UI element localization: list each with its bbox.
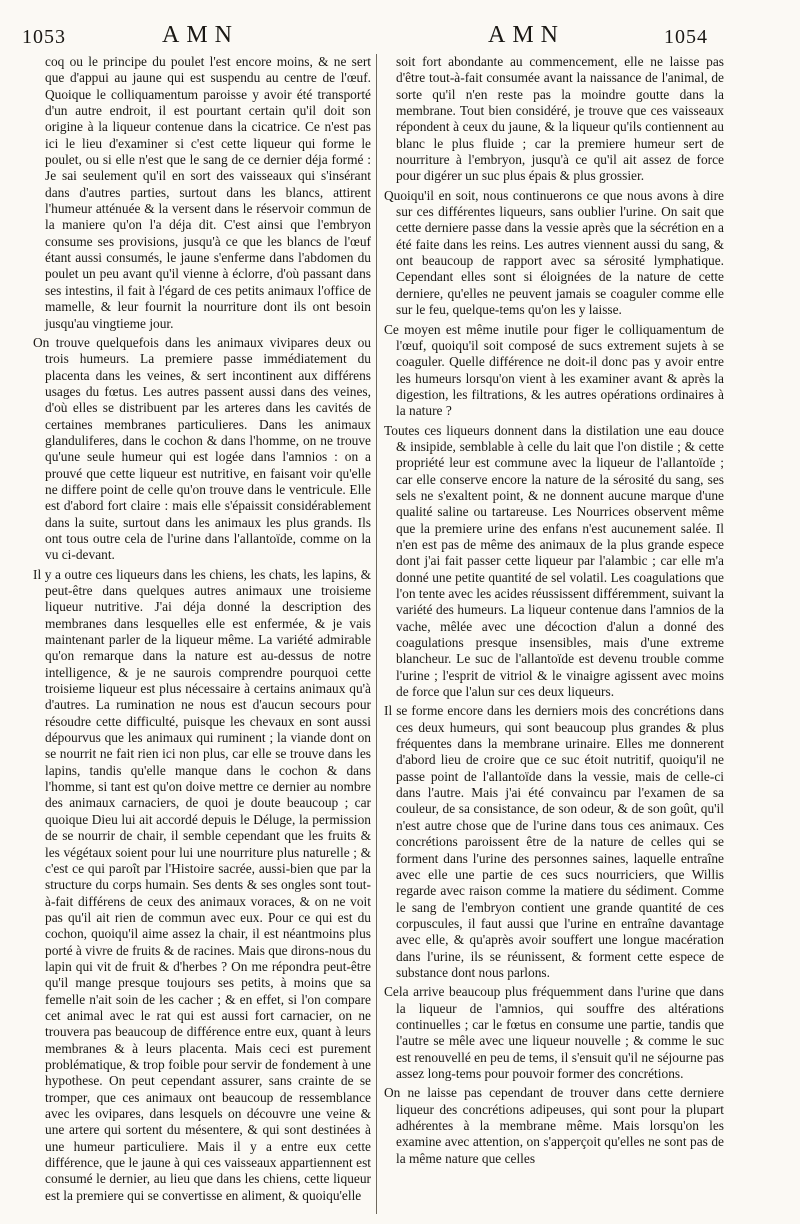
left-page-number: 1053 xyxy=(22,26,66,48)
right-text-column xyxy=(384,54,724,1218)
paragraph: Cela arrive beaucoup plus fréquemment dans l'urine que dans la liqueur de l'amnios, qui souffre des altérations continuelles ; car le fœtus en consume une partie, tandis que l'autre se mêle avec une liqueur nouvelle ; & comme le suc est renouvellé en peu de tems, il s'ensuit qu'il ne séjourne pas assez long-tems pour pouvoir former des concrétions. xyxy=(384,984,724,1081)
paragraph: Toutes ces liqueurs donnent dans la distilation une eau douce & insipide, semblable à celle du lait que l'on distile ; & cette propriété leur est commune avec la liqueur de l'allantoïde ; car elle conserve encore la nature de la sérosité du sang, ses sels ne s'exaltent point, & ne donnent aucune marque d'une qualité saline ou tartareuse. Les Nourrices observent même que la premiere urine des enfans n'est aucunement salée. Il n'en est pas de même des animaux de la plus grande espece dont j'ai fait passer cette liqueur par l'alambic ; car elle m'a donné une petite quantité de sel volatil. Les coagulations que l'on tente avec les acides réussissent différemment, suivant la variété des humeurs. La liqueur contenue dans l'amnios de la vache, mêlée avec une décoction d'alun a donné des coagulations presque insensibles, mais d'une extreme blancheur. Le suc de l'allantoïde est devenu trouble comme l'urine ; l'esprit de vitriol & le vinaigre agissent avec moins de force que l'alun sur ces deux liqueurs. xyxy=(384,422,724,700)
paragraph: Quoiqu'il en soit, nous continuerons ce que nous avons à dire sur ces différentes liqueurs, sans oublier l'urine. On sait que cette derniere passe dans la vessie après que la sécrétion en a été faite dans les reins. Les autres viennent aussi du sang, & ont beaucoup de rapport avec sa sérosité lymphatique. Cependant elles sont si éloignées de la nature de cette derniere, qu'elles ne peuvent jamais se coaguler comme elle sur le feu, quelque-tems qu'on les y laisse. xyxy=(384,187,724,318)
page-header xyxy=(0,0,800,58)
column-divider xyxy=(376,54,377,1214)
paragraph: Il y a outre ces liqueurs dans les chiens, les chats, les lapins, & peut-être dans quelques autres animaux une troisieme liqueur nutritive. J'ai déja donné la description des membranes dans lesquelles elle est enfermée, & je vais maintenant parler de la liqueur même. La variété admirable qu'on remarque dans la nature est au-dessus de notre intelligence, & je ne saurois comprendre pourquoi cette troisieme liqueur est plus nécessaire à certains animaux qu'à d'autres. La rumination ne nous est d'aucun secours pour résoudre cette difficulté, puisque les chevaux en sont aussi dépourvus que les animaux qui ruminent ; la viande dont on se nourrit ne fait rien ici non plus, car elle se trouve dans les lapins, tandis qu'elle manque dans le cochon & dans l'homme, si tant est qu'on doive mettre ce dernier au nombre des animaux carnaciers, de quoi je doute beaucoup ; car quoique Dieu lui ait accordé depuis le Déluge, la permission de se nourrir de chair, il semble cependant que les fruits & les végétaux soient pour lui une nourriture plus naturelle ; & c'est ce qui paroît par l'Histoire sacrée, aussi-bien que par la structure du corps humain. Ses dents & ses ongles sont tout-à-fait différens de ceux des animaux voraces, & on ne voit pas qu'il ait rien de commun avec eux. Pour ce qui est du cochon, quoiqu'il aime assez la chair, il est néantmoins plus porté à vivre de fruits & de racines. Mais que dirons-nous du lapin qui vit de fruit & d'herbes ? On me répondra peut-être qu'il mange presque toujours ses petits, à moins que sa femelle n'ait soin de les cacher ; & en effet, si l'on compare cet animal avec le rat qui est aussi fort carnacier, on ne trouvera pas beaucoup de différence entre eux, quant à leurs membranes & à leurs placenta. Mais ceci est purement problématique, & trop foible pour servir de fondement à une hypothese. On peut cependant assurer, sans crainte de se tromper, que ces animaux ont beaucoup de ressemblance avec les ovipares, dans lesquels on découvre une veine & une artere qui sortent du mésentere, & qui sont destinées à une humeur particuliere. Mais il y a entre eux cette différence, que le jaune à qui ces vaisseaux appartiennent est consumé le dernier, au lieu que dans les chiens, cette liqueur est la premiere qui se convertisse en aliment, & quoiqu'elle xyxy=(33,566,371,1203)
paragraph: Ce moyen est même inutile pour figer le colliquamentum de l'œuf, quoiqu'il soit composé de sucs extrement sujets à se coaguler. Quelle différence ne doit-il donc pas y avoir entre les humeurs lorsqu'on vient à les examiner avant & après la digestion, les filtrations, & les autres opérations ordinaires à la nature ? xyxy=(384,321,724,419)
left-running-head: AMN xyxy=(162,22,240,48)
paragraph: soit fort abondante au commencement, elle ne laisse pas d'être tout-à-fait consumée avant la naissance de l'animal, de sorte qu'il n'en reste pas la moindre goutte dans la membrane. Tout bien considéré, je trouve que ces vaisseaux répondent à ceux du jaune, & la liqueur qu'ils contiennent au blanc le plus fluide ; car la premiere humeur sert de nourriture à l'embryon, jusqu'à ce qu'il ait assez de force pour digérer un suc plus épais & plus grossier. xyxy=(396,54,724,184)
right-page-number: 1054 xyxy=(664,26,708,48)
paragraph: Il se forme encore dans les derniers mois des concrétions dans ces deux humeurs, qui sont beaucoup plus grandes & plus fréquentes dans la membrane urinaire. Elles me donnerent d'abord lieu de croire que ce suc étoit nutritif, quoiqu'il ne passe point de l'allantoïde dans la vessie, mais de celle-ci dans l'autre. Mais j'ai été convaincu par l'examen de sa couleur, de sa consistance, de son odeur, & de son goût, qu'il n'est autre chose que de l'urine dans tous ces animaux. Ces concrétions paroissent être de la nature de celles qui se forment dans l'urine des personnes saines, laquelle entraîne avec elle une partie de ces sucs nourriciers, que Willis regarde avec raison comme la matiere du sédiment. Comme le sang de l'embryon contient une grande quantité de ces corpuscules, il faut aussi que l'urine en entraîne davantage avec elle, & qu'après avoir souffert une longue macération dans l'urine, ils se réunissent, & forment cette espece de substance dont nous parlons. xyxy=(384,703,724,980)
paragraph: coq ou le principe du poulet l'est encore moins, & ne sert que d'appui au jaune qui est suspendu au centre de l'œuf. Quoique le colliquamentum paroisse y avoir été transporté d'un autre endroit, il est pourtant certain qu'il doit son origine à la liqueur contenue dans la cicatrice. Ce n'est pas ici le lieu d'examiner si c'est cette liqueur qui forme le poulet, ou si elle n'est que le sang de ce dernier déja formé : Je sai seulement qu'il en sort des vaisseaux qui s'insérant dans d'autres parties, surtout dans les blancs, attirent l'humeur atténuée & la versent dans le réservoir commun de la maniere qu'on l'a déja dit. C'est ainsi que l'embryon consume ses provisions, jusqu'à ce que les blancs de l'œuf étant aussi consumés, le jaune s'enferme dans l'abdomen du poulet un peu avant qu'il vienne à éclorre, d'où passant dans ses intestins, il fait à l'égard de ces petits animaux l'office de mamelle, & leur fournit la nourriture dont ils ont besoin jusqu'au vingtieme jour. xyxy=(45,54,371,331)
left-text-column xyxy=(33,54,371,1218)
paragraph: On ne laisse pas cependant de trouver dans cette derniere liqueur des concrétions adipeuses, qui sont pour la plupart adhérentes à la membrane même. Mais lorsqu'on les examine avec attention, on s'apperçoit qu'elles ne sont pas de la même nature que celles xyxy=(384,1085,724,1166)
paragraph: On trouve quelquefois dans les animaux vivipares deux ou trois humeurs. La premiere passe immédiatement du placenta dans les veines, & sert incontinent aux différens usages du fœtus. Les autres passent aussi dans des veines, d'où elles se distribuent par les arteres dans les cavités de certaines membranes particulieres. Dans les animaux glanduliferes, dans le cochon & dans l'homme, on ne trouve qu'une seule humeur qui est logée dans l'amnios : on a prouvé que cette liqueur est nutritive, en faisant voir qu'elle ne differe point de celle qu'on trouve dans le ventricule. Elle est d'abord fort claire : mais elle s'épaissit considérablement dans la suite, surtout dans les animaux les plus grands. Ils ont tous outre cela de l'urine dans l'allantoïde, comme on la vu ci-devant. xyxy=(33,334,371,563)
right-running-head: AMN xyxy=(488,22,566,48)
